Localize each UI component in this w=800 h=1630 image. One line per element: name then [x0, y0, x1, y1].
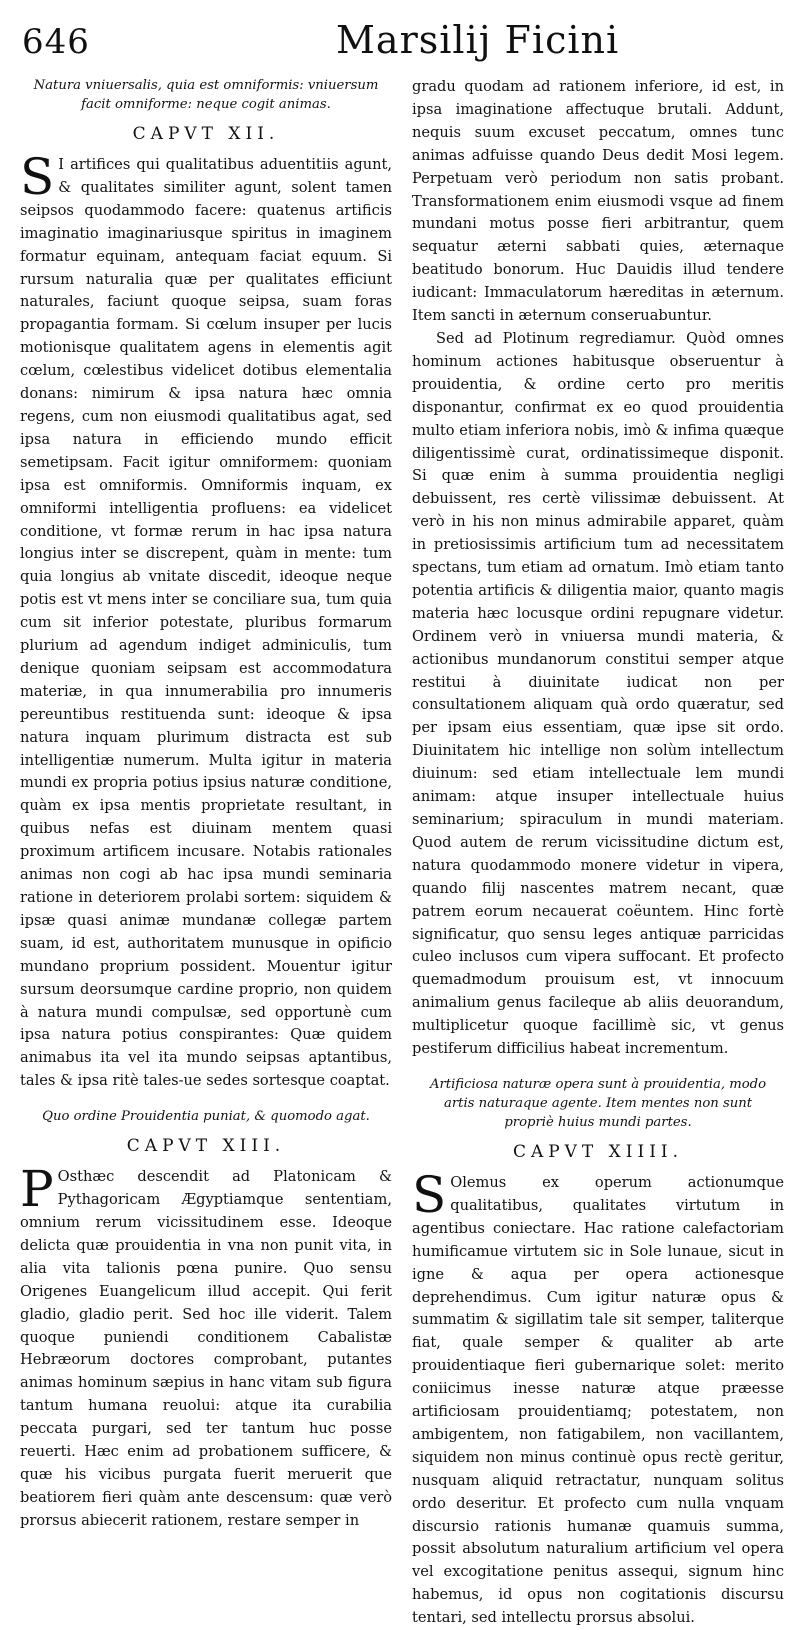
chapter-summary: Artificiosa naturæ opera sunt à prouidentia, modo artis naturaque agente. Item mentes non sunt propriè huius mundi partes.: [429, 1076, 767, 1130]
chapter-paragraph: POsthæc descendit ad Platonicam & Pythagoricam Ægyptiamque sententiam, omnium rerum vicissitudinem esse. Ideoque delicta quæ prouidentia in vna non punit vita, in alia vita talionis pœna punire. Quo sensu Origenes Euangelicum illud accepit. Qui ferit gladio, gladio perit. Sed hoc ille viderit. Talem quoque puniendi conditionem Cabalistæ Hebræorum doctores comprobant, putantes animas hominum sæpius in hanc vitam sub figura tantum humana reuolui: atque ita curabilia peccata purgari, sed ter tantum huc posse reuerti. Hæc enim ad probationem sufficere, & quæ his vicibus purgata fuerit meruerit que beatiorem fieri quàm ante descensum: quæ verò prorsus abiecerit rationem, restare semper in: [20, 1160, 392, 1529]
left-column: [20, 76, 392, 1630]
page-header: [20, 0, 784, 70]
chapter-heading: CAPVT XIII.: [126, 1136, 286, 1157]
chapter-paragraph: SI artifices qui qualitatibus aduentitiis agunt, & qualitates similiter agunt, solent tamen seipsos quodammodo facere: quatenus artificis imaginatio imaginariusque spiritus in imaginem formatur equinam, antequam faciat equum. Si rursum naturalia quæ per qualitates efficiunt naturales, faciunt quoque seipsa, suam foras propagantia formam. Si cœlum insuper per lucis motionisque qualitatem agens in elementis agit cœlum, cœlestibus videlicet dotibus elementalia donans: nimirum & ipsa natura hæc omnia regens, cum non eiusmodi qualitatibus agat, sed ipsa natura in efficiendo mundo efficit semetipsam. Facit igitur omniformem: quoniam ipsa est omniformis. Omniformis inquam, ex omniformi intelligentia profluens: ea videlicet conditione, vt formæ rerum in hac ipsa natura longius inter se discrepent, quàm in mente: tum quia longius ab vnitate discedit, ideoque neque potis est vt mens inter se conciliare sua, tum quia cum sit inferior potestate, pluribus formarum plurium ad agendum indiget adminiculis, tum denique quoniam seipsam est accommodatura materiæ, in qua innumerabilia pro innumeris pereuntibus restituenda sunt: ideoque & ipsa natura inquam plurimum distracta est sub intelligentiæ numerum. Multa igitur in materia mundi ex propria potius ipsius naturæ conditione, quàm ex ipsa mentis proprietate resultant, in quibus nefas est diuinam mentem quasi proximum artificem incusare. Notabis rationales animas non cogi ab hac ipsa mundi seminaria ratione in deteriorem prolabi sortem: siquidem & ipsæ quasi animæ mundanæ collegæ partem suam, id est, authoritatem munusque in opificio mundano proprium possident. Mouentur igitur sursum deorsumque cardine proprio, non quidem à natura mundi compulsæ, sed opportunè cum ipsa natura potius conspirantes: Quæ quidem animabus ita vel ita mundo seipsas aptantibus, tales & ipsa ritè tales-ue sedes sortesque coaptat.: [20, 148, 392, 1090]
page-number: 646: [22, 22, 90, 62]
chapter-paragraph: SOlemus ex operum actionumque qualitatibus, qualitates virtutum in agentibus coniectare. Hac ratione calefactoriam humificamue virtutem sic in Sole lunaue, sicut in igne & aqua per opera actionesque deprehendimus. Cum igitur naturæ opus & summatim & sigillatim tale sit semper, taliterque fiat, quale semper & qualiter ab arte prouidentiaque fieri gubernarique solet: merito coniicimus inesse naturæ atque præesse artificiosam prouidentiamq; potestatem, non ambigentem, non fatigabilem, non vacillantem, siquidem non minus continuè opus rectè geritur, nusquam aliquid retractatur, nunquam solitus ordo deseritur. Et profecto cum nulla vnquam discursio rationis humanæ quamuis summa, possit absolutum naturalium artificium vel opera vel excogitatione penitus assequi, signum hinc habemus, id opus non cogitationis discursu tentari, sed intellectu prorsus absolui.: [412, 1165, 784, 1627]
chapter-summary: Quo ordine Prouidentia puniat, & quomodo agat.: [42, 1109, 370, 1125]
chapter-paragraph: gradu quodam ad rationem inferiore, id est, in ipsa imaginatione affectuque brutali. Addunt, nequis suum excuset peccatum, omnes tunc animas adfuisse quando Deus dedit Mosi legem. Perpetuam verò periodum non satis probant. Transformationem enim eiusmodi vsque ad finem mundani motus posse fieri arbitrantur, quem sequatur æterni sabbati quies, æternaque beatitudo bonorum. Huc Dauidis illud tendere iudicant: Immaculatorum hæreditas in æternum. Item sancti in æternum conseruabuntur.: [412, 78, 784, 325]
chapter-paragraph: Sed ad Plotinum regrediamur. Quòd omnes hominum actiones habitusque obseruentur à prouidentia, & ordine certo pro meritis disponantur, confirmat ex eo quod prouidentia multo etiam inferiora nobis, imò & infima quæque diligentissimè curat, ordinatissimeque disponit. Si quæ enim à summa prouidentia negligi debuissent, res certè vilissimæ debuissent. At verò in his non minus admirabile apparet, quàm in pretiosissimis artificium tum ad necessitatem spectans, tum etiam ad ornatum. Imò etiam tanto potentia artificis & diligentia maior, quanto magis materia hæc locusque ordini repugnare videtur. Ordinem verò in vniuersa mundi materia, & actionibus mundanorum constitui semper atque restitui à diuinitate iudicat non per consultationem aliquam quà ordo quæratur, sed per ipsam eius essentiam, quæ ipse sit ordo. Diuinitatem hic intellige non solùm intellectum diuinum: sed etiam intellectuale lem mundi animam: atque insuper intellectuale huius seminarium; spiraculum in mundi materiam. Quod autem de rerum vicissitudine dictum est, natura quodammodo monere videtur in vipera, quando filij nascentes matrem necant, quæ patrem eorum necauerat coëuntem. Hinc fortè significatur, quo sensu leges antiquæ parricidas culeo inclusos cum vipera suffocant. Et profecto quemadmodum prouisum est, vt innocuum animalium genus facileque ab aliis deuorandum, multiplicetur quoque facillimè sic, vt genus pestiferum difficilius habeat incrementum.: [412, 329, 784, 1058]
chapter-heading: CAPVT XII.: [132, 124, 280, 144]
text-columns: [20, 76, 784, 1630]
chapter-heading: CAPVT XIIII.: [512, 1141, 684, 1162]
right-column: [412, 76, 784, 1630]
running-title: Marsilij Ficini: [336, 18, 620, 62]
chapter-summary: Natura vniuersalis, quia est omniformis: vniuersum facit omniforme: neque cogit animas.: [33, 78, 379, 112]
